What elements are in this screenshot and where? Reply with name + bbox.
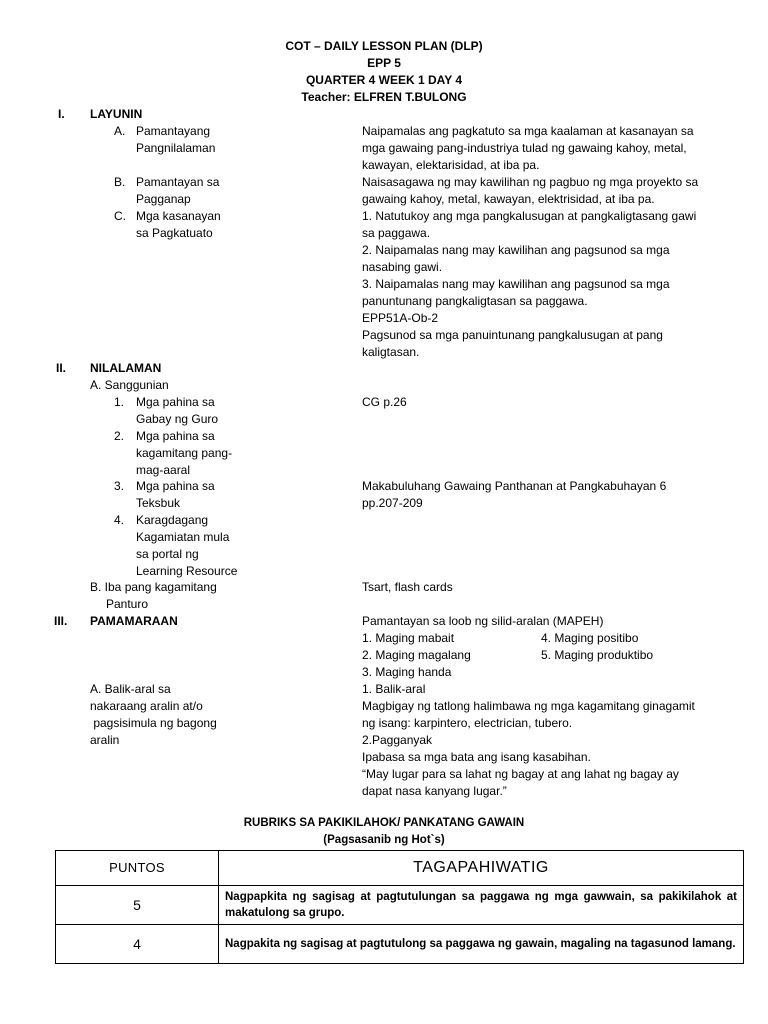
competency-code: EPP51A-Ob-2 [362, 311, 439, 325]
section-2-title: NILALAMAN [90, 361, 162, 375]
layunin-b-letter: B. [114, 175, 126, 189]
section-1-numeral: I. [58, 107, 65, 121]
balik-aral-label-2: nakaraang aralin at/o [90, 699, 203, 713]
layunin-c-label-2: sa Pagkatuato [136, 226, 213, 240]
rubric-header-row [56, 851, 744, 886]
layunin-c-value-4: nasabing gawi. [362, 260, 443, 274]
teacher-line: Teacher: ELFREN T.BULONG [301, 90, 467, 104]
section-3-title: PAMAMARAAN [90, 614, 178, 628]
layunin-c-letter: C. [114, 209, 126, 223]
table-row [56, 925, 744, 964]
rubric-header-tagapahiwatig: TAGAPAHIWATIG [219, 851, 744, 886]
ref-2-num: 2. [114, 429, 125, 443]
layunin-a-value-3: kawayan, elektarisidad, at iba pa. [362, 158, 540, 172]
layunin-c-value-1: 1. Natutukoy ang mga pangkalusugan at pangkaligtasang gawi [362, 209, 697, 223]
ref-1-label-2: Gabay ng Guro [136, 412, 219, 426]
layunin-c-value-2: sa paggawa. [362, 226, 431, 240]
layunin-c-value-3: 2. Naipamalas nang may kawilihan ang pagsunod sa mga [362, 243, 670, 257]
standard-1: 1. Maging mabait [362, 631, 455, 645]
ref-1-num: 1. [114, 395, 125, 409]
balik-aral-value-2: Magbigay ng tatlong halimbawa ng mga kagamitang ginagamit [362, 699, 695, 713]
balik-aral-value-5: Ipabasa sa mga bata ang isang kasabihan. [362, 750, 591, 764]
doc-title: COT – DAILY LESSON PLAN (DLP) [285, 39, 483, 53]
ref-4-label-2: Kagamiatan mula [136, 530, 230, 544]
saying-line-2: dapat nasa kanyang lugar.” [362, 784, 507, 798]
standards-title: Pamantayan sa loob ng silid-aralan (MAPEH) [362, 614, 604, 628]
standard-3: 3. Maging handa [362, 665, 452, 679]
ref-2-label-1: Mga pahina sa [136, 429, 215, 443]
layunin-c-value-9: kaligtasan. [362, 345, 420, 359]
layunin-a-value-2: mga gawaing pang-industriya tulad ng gawaing kahoy, metal, [362, 141, 687, 155]
standard-2: 2. Maging magalang [362, 648, 471, 662]
other-materials-label-1: B. Iba pang kagamitang [90, 580, 217, 594]
section-1-title: LAYUNIN [90, 107, 143, 121]
layunin-b-label-2: Pagganap [136, 192, 191, 206]
ref-2-label-3: mag-aaral [136, 463, 191, 477]
other-materials-value: Tsart, flash cards [362, 580, 453, 594]
rubric-score: 5 [56, 886, 219, 925]
rubric-header-puntos: PUNTOS [56, 851, 219, 886]
balik-aral-label-3: pagsisimula ng bagong [90, 716, 217, 730]
layunin-b-value-1: Naisasagawa ng may kawilihan ng pagbuo ng mga proyekto sa [362, 175, 699, 189]
standard-4: 4. Maging positibo [541, 631, 639, 645]
rubric-table [55, 850, 744, 964]
layunin-a-label-2: Pangnilalaman [136, 141, 216, 155]
layunin-b-value-2: gawaing kahoy, metal, kawayan, elektrisidad, at iba pa. [362, 192, 655, 206]
balik-aral-value-3: ng isang: karpintero, electrician, tubero. [362, 716, 573, 730]
layunin-c-value-8: Pagsunod sa mga panuintunang pangkalusugan at pang [362, 328, 663, 342]
quarter-line: QUARTER 4 WEEK 1 DAY 4 [305, 73, 463, 87]
layunin-a-letter: A. [114, 124, 126, 138]
rubric-desc: Nagpapkita ng sagisag at pagtutulungan sa paggawa ng mga gawwain, sa pakikilahok at makatulong sa grupo. [219, 886, 744, 925]
rubric-subtitle: (Pagsasanib ng Hot`s) [323, 834, 445, 846]
saying-line-1: “May lugar para sa lahat ng bagay at ang lahat ng bagay ay [362, 767, 679, 781]
ref-3-num: 3. [114, 479, 125, 493]
standard-5: 5. Maging produktibo [541, 648, 654, 662]
ref-3-label-1: Mga pahina sa [136, 479, 215, 493]
layunin-c-value-6: panuntunang pangkaligtasan sa paggawa. [362, 294, 588, 308]
ref-1-label-1: Mga pahina sa [136, 395, 215, 409]
layunin-a-label-1: Pamantayang [136, 124, 211, 138]
section-3-numeral: III. [54, 614, 68, 628]
rubric-desc: Nagpakita ng sagisag at pagtutulong sa paggawa ng gawain, magaling na tagasunod lamang. [219, 925, 744, 964]
sanggunian-label: A. Sanggunian [90, 378, 169, 392]
subject-line: EPP 5 [367, 56, 401, 70]
ref-4-label-1: Karagdagang [136, 513, 209, 527]
ref-2-label-2: kagamitang pang- [136, 446, 233, 460]
ref-1-value: CG p.26 [362, 395, 407, 409]
table-row [56, 886, 744, 925]
layunin-c-label-1: Mga kasanayan [136, 209, 221, 223]
ref-3-value-2: pp.207-209 [362, 496, 423, 510]
other-materials-label-2: Panturo [106, 597, 149, 611]
ref-4-label-3: sa portal ng [136, 547, 199, 561]
rubric-title: RUBRIKS SA PAKIKILAHOK/ PANKATANG GAWAIN [243, 817, 525, 829]
ref-4-num: 4. [114, 513, 125, 527]
layunin-b-label-1: Pamantayan sa [136, 175, 220, 189]
balik-aral-value-1: 1. Balik-aral [362, 682, 426, 696]
balik-aral-label-4: aralin [90, 733, 120, 747]
balik-aral-label-1: A. Balik-aral sa [90, 682, 171, 696]
ref-4-label-4: Learning Resource [136, 564, 238, 578]
section-2-numeral: II. [56, 361, 67, 375]
rubric-score: 4 [56, 925, 219, 964]
layunin-c-value-5: 3. Naipamalas nang may kawilihan ang pagsunod sa mga [362, 277, 670, 291]
ref-3-value-1: Makabuluhang Gawaing Panthanan at Pangkabuhayan 6 [362, 479, 667, 493]
ref-3-label-2: Teksbuk [136, 496, 181, 510]
pagganyak-label: 2.Pagganyak [362, 733, 433, 747]
layunin-a-value-1: Naipamalas ang pagkatuto sa mga kaalaman at kasanayan sa [362, 124, 694, 138]
